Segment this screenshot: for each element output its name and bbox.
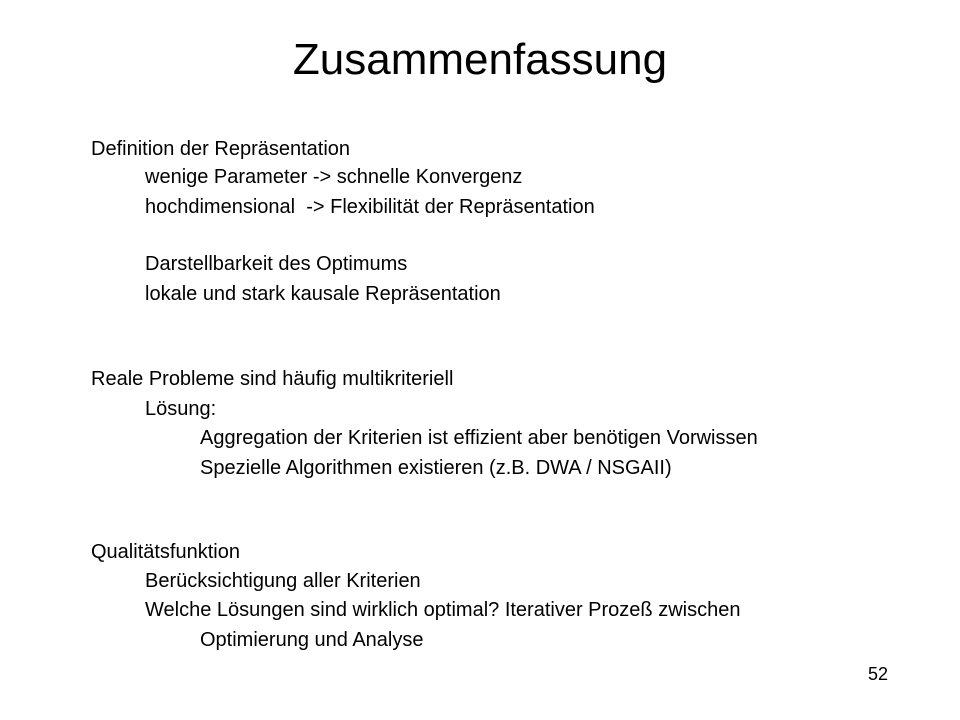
- bullet-optimal-solutions: Welche Lösungen sind wirklich optimal? Iterativer Prozeß zwischen: [145, 599, 741, 621]
- bullet-special-algorithms: Spezielle Algorithmen existieren (z.B. DWA / NSGAII): [200, 457, 672, 479]
- bullet-all-criteria: Berücksichtigung aller Kriterien: [145, 570, 421, 592]
- bullet-optimization-analysis: Optimierung und Analyse: [200, 629, 424, 651]
- bullet-aggregation: Aggregation der Kriterien ist effizient aber benötigen Vorwissen: [200, 427, 758, 449]
- bullet-few-parameters: wenige Parameter -> schnelle Konvergenz: [145, 166, 523, 188]
- bullet-optimum-representability: Darstellbarkeit des Optimums: [145, 253, 408, 275]
- section-heading-quality-function: Qualitätsfunktion: [91, 541, 240, 563]
- bullet-local-causal: lokale und stark kausale Repräsentation: [145, 283, 501, 305]
- section-heading-multicriteria: Reale Probleme sind häufig multikriteriell: [91, 368, 454, 390]
- slide-title: Zusammenfassung: [292, 35, 668, 84]
- page-number: 52: [868, 664, 889, 684]
- bullet-high-dimensional: hochdimensional -> Flexibilität der Repräsentation: [145, 196, 595, 218]
- sub-heading-solution: Lösung:: [145, 398, 217, 420]
- section-heading-representation: Definition der Repräsentation: [91, 138, 351, 160]
